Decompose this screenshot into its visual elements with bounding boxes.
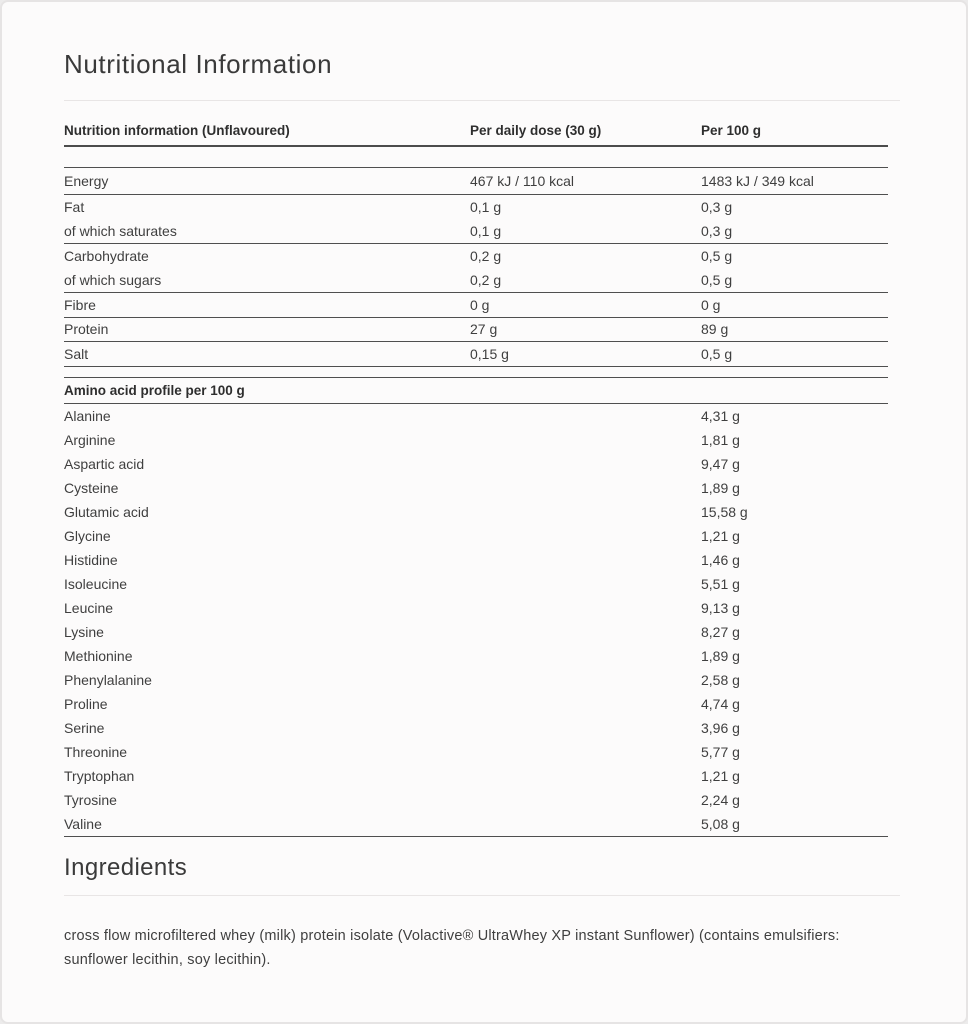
nutrient-label: of which sugars (64, 272, 162, 289)
amino-section-title: Amino acid profile per 100 g (64, 382, 245, 398)
amino-label: Glutamic acid (64, 503, 149, 520)
table-row-saturates (64, 220, 888, 245)
table-row-energy (64, 168, 888, 195)
nutrient-label: Fibre (64, 296, 96, 313)
amino-value: 1,89 g (701, 647, 740, 664)
amino-label: Isoleucine (64, 575, 128, 592)
nutrient-per-100g: 1483 kJ / 349 kcal (701, 173, 814, 189)
amino-row-valine (64, 812, 888, 836)
amino-row-threonine (64, 740, 888, 764)
amino-label: Glycine (64, 527, 111, 544)
amino-value: 2,24 g (701, 791, 740, 808)
nutrient-per-100g: 0,5 g (701, 272, 733, 289)
nutrition-table (64, 118, 888, 837)
amino-label: Lysine (64, 623, 104, 640)
title-divider (64, 100, 900, 101)
amino-label: Leucine (64, 599, 114, 616)
amino-label: Phenylalanine (64, 671, 152, 688)
table-row-carbohydrate (64, 244, 888, 269)
amino-row-cysteine (64, 476, 888, 500)
nutrient-per-100g: 0,3 g (701, 223, 733, 240)
nutrient-per-dose: 0,2 g (470, 248, 502, 265)
table-row-fibre (64, 293, 888, 318)
amino-value: 4,31 g (701, 407, 740, 424)
amino-label: Methionine (64, 647, 133, 664)
ingredients-divider (64, 895, 900, 896)
nutrient-per-dose: 27 g (470, 321, 498, 338)
amino-row-phenylalanine (64, 668, 888, 692)
nutrient-per-100g: 0,5 g (701, 248, 733, 265)
nutrient-per-dose: 0,2 g (470, 272, 502, 289)
amino-value: 15,58 g (701, 503, 748, 520)
amino-label: Cysteine (64, 479, 119, 496)
amino-value: 1,89 g (701, 479, 740, 496)
table-row-fat (64, 195, 888, 220)
amino-row-aspartic-acid (64, 452, 888, 476)
table-row-sugars (64, 269, 888, 294)
amino-value: 9,13 g (701, 599, 740, 616)
table-row-salt (64, 342, 888, 367)
column-header-per-daily-dose: Per daily dose (30 g) (470, 123, 602, 138)
amino-row-serine (64, 716, 888, 740)
amino-row-arginine (64, 428, 888, 452)
nutrient-label: Protein (64, 321, 109, 338)
amino-label: Histidine (64, 551, 118, 568)
amino-value: 3,96 g (701, 719, 740, 736)
amino-acid-section-header (64, 378, 888, 404)
amino-value: 4,74 g (701, 695, 740, 712)
amino-label: Proline (64, 695, 108, 712)
nutrient-per-100g: 0 g (701, 296, 721, 313)
amino-label: Serine (64, 719, 105, 736)
nutrient-per-dose: 0,1 g (470, 199, 502, 216)
nutrient-per-dose: 0 g (470, 296, 490, 313)
nutrient-per-dose: 0,15 g (470, 345, 509, 362)
amino-value: 5,08 g (701, 815, 740, 832)
nutrient-label: Energy (64, 173, 109, 189)
amino-row-methionine (64, 644, 888, 668)
amino-label: Tyrosine (64, 791, 117, 808)
amino-value: 5,51 g (701, 575, 740, 592)
amino-row-alanine (64, 404, 888, 428)
nutrient-label: Salt (64, 345, 89, 362)
amino-row-leucine (64, 596, 888, 620)
table-header-row (64, 118, 888, 147)
amino-value: 2,58 g (701, 671, 740, 688)
nutrient-label: Carbohydrate (64, 248, 149, 265)
amino-row-lysine (64, 620, 888, 644)
nutrient-label: Fat (64, 199, 85, 216)
amino-label: Threonine (64, 743, 128, 760)
ingredients-text: cross flow microfiltered whey (milk) protein isolate (Volactive® UltraWhey XP instant Sunflower) (contains emulsifiers: sunflower lecithin, soy lecithin). (64, 927, 840, 968)
amino-row-tyrosine (64, 788, 888, 812)
table-row-protein (64, 318, 888, 343)
amino-value: 1,81 g (701, 431, 740, 448)
amino-value: 1,46 g (701, 551, 740, 568)
amino-row-isoleucine (64, 572, 888, 596)
amino-value: 8,27 g (701, 623, 740, 640)
column-header-nutrition-info: Nutrition information (Unflavoured) (64, 123, 290, 138)
nutritional-information-title: Nutritional Information (64, 49, 333, 79)
amino-label: Arginine (64, 431, 116, 448)
amino-label: Valine (64, 815, 102, 832)
nutrient-per-dose: 0,1 g (470, 223, 502, 240)
amino-value: 1,21 g (701, 527, 740, 544)
spacer-row (64, 147, 888, 168)
nutrient-per-dose: 467 kJ / 110 kcal (470, 173, 575, 189)
amino-row-glutamic-acid (64, 500, 888, 524)
amino-row-glycine (64, 524, 888, 548)
column-header-per-100g: Per 100 g (701, 123, 762, 138)
amino-value: 5,77 g (701, 743, 740, 760)
spacer-row (64, 367, 888, 378)
nutrient-per-100g: 0,5 g (701, 345, 733, 362)
amino-label: Tryptophan (64, 767, 135, 784)
amino-value: 1,21 g (701, 767, 740, 784)
amino-row-tryptophan (64, 764, 888, 788)
amino-acid-table-body (64, 404, 888, 837)
amino-row-proline (64, 692, 888, 716)
amino-row-histidine (64, 548, 888, 572)
amino-label: Aspartic acid (64, 455, 145, 472)
nutrient-label: of which saturates (64, 223, 177, 240)
nutrient-per-100g: 89 g (701, 321, 729, 338)
ingredients-title: Ingredients (64, 853, 188, 881)
amino-value: 9,47 g (701, 455, 740, 472)
amino-label: Alanine (64, 407, 111, 424)
nutrient-per-100g: 0,3 g (701, 199, 733, 216)
